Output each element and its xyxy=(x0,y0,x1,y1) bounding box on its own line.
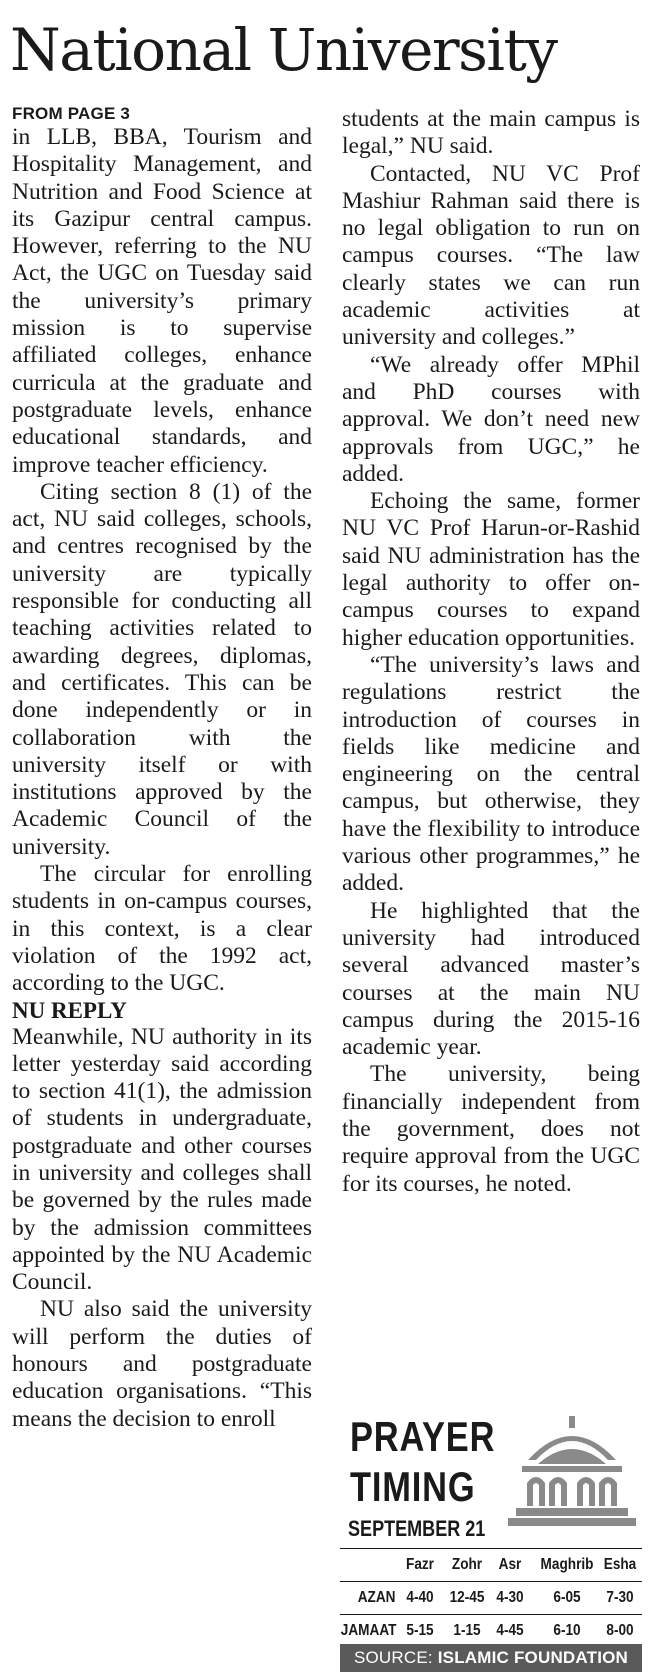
time-cell: 1-15 xyxy=(453,1622,481,1639)
paragraph: Echoing the same, former NU VC Prof Harun-or-Rashid said NU administration has the legal authority to offer on-campus courses to expand higher education opportunities. xyxy=(342,488,640,651)
time-cell: 6-10 xyxy=(553,1622,581,1639)
prayer-header-row xyxy=(340,1549,642,1581)
article-column-right xyxy=(342,106,640,1198)
time-cell: 8-00 xyxy=(606,1622,634,1639)
prayer-row-azan xyxy=(340,1582,642,1614)
prayer-title-line1: PRAYER xyxy=(350,1413,496,1460)
column-header: Fazr xyxy=(406,1556,434,1573)
row-label: AZAN xyxy=(357,1589,396,1606)
time-cell: 7-30 xyxy=(606,1589,634,1606)
source-name: ISLAMIC FOUNDATION xyxy=(437,1648,629,1667)
prayer-timing-box xyxy=(340,1412,642,1668)
mosque-icon xyxy=(508,1416,636,1528)
subheading: NU REPLY xyxy=(12,997,127,1023)
time-cell: 12-45 xyxy=(449,1589,485,1606)
prayer-row-jamaat xyxy=(340,1615,642,1647)
paragraph: in LLB, BBA, Tourism and Hospitality Management, and Nutrition and Food Science at its Gazipur central campus. However, referring to the NU Act, the UGC on Tuesday said the university’s primary mission is to supervise affiliated colleges, enhance curricula at the graduate and postgraduate levels, enhance educational standards, and improve teacher efficiency. xyxy=(12,124,312,478)
prayer-times-table xyxy=(340,1548,642,1647)
paragraph: “The university’s laws and regulations restrict the introduction of courses in fields like medicine and engineering on the central campus, but otherwise, they have the flexibility to introduce various other programmes,” he added. xyxy=(342,651,640,897)
paragraph: students at the main campus is legal,” NU said. xyxy=(342,106,640,160)
prayer-date: SEPTEMBER 21 xyxy=(348,1516,486,1541)
paragraph: NU also said the university will perform the duties of honours and postgraduate education organisations. “This means the decision to enroll xyxy=(12,1296,312,1432)
paragraph: The university, being financially independent from the government, does not require approval from the UGC for its courses, he noted. xyxy=(342,1061,640,1197)
column-header: Zohr xyxy=(451,1556,483,1573)
paragraph: He highlighted that the university had introduced several advanced master’s courses at the main NU campus during the 2015-16 academic year. xyxy=(342,897,640,1061)
article-column-left xyxy=(12,104,312,1433)
time-cell: 4-40 xyxy=(406,1589,434,1606)
prayer-title-line2: TIMING xyxy=(350,1463,476,1510)
paragraph: Citing section 8 (1) of the act, NU said colleges, schools, and centres recognised by the university are typically responsible for conducting all teaching activities related to awarding degrees, diplomas, and certificates. This can be done independently or in collaboration with the university itself or with institutions approved by the Academic Council of the university. xyxy=(12,478,312,860)
time-cell: 4-45 xyxy=(496,1622,524,1639)
continuation-kicker: FROM PAGE 3 xyxy=(12,104,131,123)
paragraph: Contacted, NU VC Prof Mashiur Rahman said there is no legal obligation to run on campus courses. “The law clearly states we can run academic activities at university and colleges.” xyxy=(342,160,640,351)
paragraph: Meanwhile, NU authority in its letter yesterday said according to section 41(1), the admission of students in undergraduate, postgraduate and other courses in university and colleges shall be governed by the rules made by the admission committees appointed by the NU Academic Council. xyxy=(12,1023,312,1296)
source-bar xyxy=(340,1644,642,1672)
time-cell: 6-05 xyxy=(553,1589,581,1606)
column-header: Maghrib xyxy=(540,1556,594,1573)
time-cell: 4-30 xyxy=(496,1589,524,1606)
headline: National University xyxy=(10,16,557,84)
time-cell: 5-15 xyxy=(406,1622,434,1639)
paragraph: The circular for enrolling students in on-campus courses, in this context, is a clear violation of the 1992 act, according to the UGC. xyxy=(12,861,312,997)
source-prefix: SOURCE: xyxy=(353,1648,433,1667)
prayer-title xyxy=(350,1412,495,1512)
row-label: JAMAAT xyxy=(340,1622,397,1639)
column-header: Esha xyxy=(603,1556,637,1573)
paragraph: “We already offer MPhil and PhD courses with approval. We don’t need new approvals from UGC,” he added. xyxy=(342,351,640,487)
column-header: Asr xyxy=(498,1556,522,1573)
